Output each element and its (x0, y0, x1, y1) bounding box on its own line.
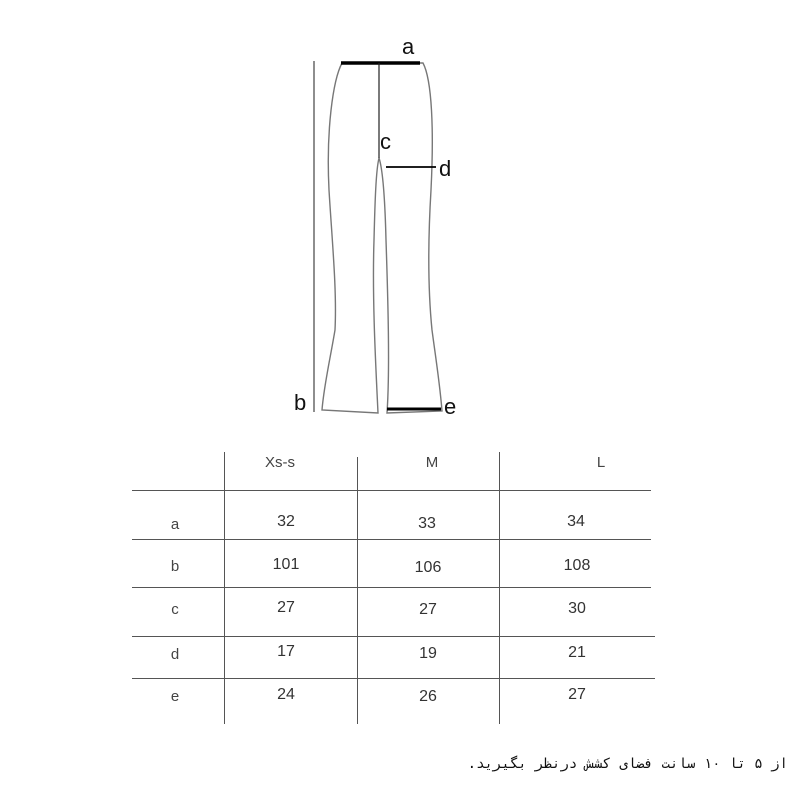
size-cell: 30 (568, 600, 586, 617)
label-b: b (294, 390, 307, 415)
pants-outline (322, 63, 442, 413)
size-cell: 27 (277, 599, 295, 616)
size-cell: 26 (419, 688, 437, 705)
column-header: L (596, 454, 606, 471)
label-a: a (402, 34, 415, 59)
size-cell: 34 (567, 513, 585, 530)
row-label: a (170, 516, 180, 533)
column-header: M (425, 454, 439, 471)
table-divider (224, 452, 225, 724)
table-divider (499, 452, 500, 724)
size-cell: 32 (277, 513, 295, 530)
size-cell: 101 (272, 556, 300, 573)
size-cell: 17 (277, 643, 295, 660)
size-cell: 27 (568, 686, 586, 703)
row-label: b (170, 558, 180, 575)
table-divider (132, 490, 651, 491)
size-cell: 24 (277, 686, 295, 703)
table-divider (132, 636, 655, 637)
table-divider (357, 457, 358, 724)
size-cell: 27 (419, 601, 437, 618)
row-label: d (170, 646, 180, 663)
label-d: d (439, 156, 452, 181)
table-divider (132, 539, 651, 540)
size-cell: 19 (419, 645, 437, 662)
size-cell: 33 (418, 515, 436, 532)
table-divider (132, 587, 651, 588)
label-c: c (380, 129, 391, 154)
row-label: e (170, 688, 180, 705)
row-label: c (171, 601, 179, 618)
label-e: e (444, 394, 457, 419)
size-cell: 106 (414, 559, 442, 576)
size-cell: 21 (568, 644, 586, 661)
stretch-note: از ۵ تا ۱۰ سانت فضای کشش درنظر بگیرید. (467, 756, 788, 772)
table-divider (132, 678, 655, 679)
size-cell: 108 (563, 557, 591, 574)
column-header: Xs-s (265, 454, 295, 471)
